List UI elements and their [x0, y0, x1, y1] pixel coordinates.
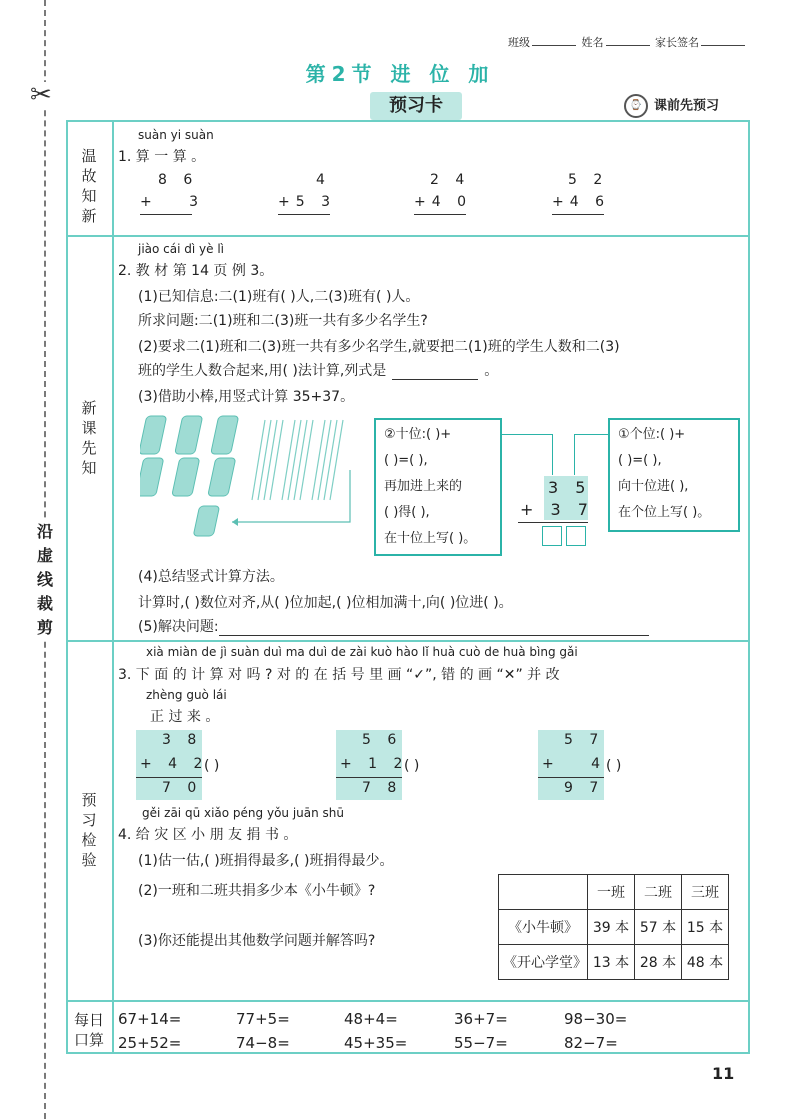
side-column-divider: [112, 120, 114, 1054]
q2-line4-end: 。: [484, 363, 499, 379]
tens-connector: [502, 434, 553, 475]
table-header-cell: [499, 875, 588, 910]
section-title: 第2节 进 位 加: [305, 62, 495, 86]
table-header-row: [499, 875, 729, 910]
q3-p2-bottom: + 1 2: [340, 756, 409, 772]
tens-line-4: ( )得( ),: [384, 505, 430, 520]
section-daily-label: 每日 口算: [73, 1011, 104, 1049]
q3-p3-blank[interactable]: ( ): [606, 758, 622, 774]
daily-2-4[interactable]: 55−7=: [454, 1034, 508, 1052]
vertical-bottom: + 3 7: [520, 500, 594, 519]
parent-blank[interactable]: [701, 45, 745, 46]
q3-pinyin-2: zhèng guò lái: [146, 688, 227, 702]
q3-p3-bottom: + 4: [542, 756, 606, 772]
table-cell: 28 本: [635, 945, 682, 980]
class-blank[interactable]: [532, 45, 576, 46]
table-cell: 《开心学堂》: [499, 945, 588, 980]
class-label: 班级: [508, 36, 530, 49]
table-header-cell: 三班: [682, 875, 729, 910]
tens-line-5: 在十位上写( )。: [384, 531, 477, 546]
q2-line7: 计算时,( )数位对齐,从( )位加起,( )位相加满十,向( )位进( )。: [138, 595, 513, 611]
daily-1-5[interactable]: 98−30=: [564, 1010, 628, 1028]
q1-p4-bar: [552, 214, 604, 215]
q1-p1-bar: [140, 214, 192, 215]
ones-line-2: ( )=( ),: [618, 453, 662, 468]
daily-1-4[interactable]: 36+7=: [454, 1010, 508, 1028]
ones-line-1: ①个位:( )+: [618, 427, 686, 442]
q2-line8-text: (5)解决问题:: [138, 619, 219, 635]
scissors-icon: ✂: [30, 80, 52, 110]
q4-pinyin: gěi zāi qū xiǎo péng yǒu juān shū: [142, 806, 345, 820]
table-cell: 《小牛顿》: [499, 910, 588, 945]
daily-1-3[interactable]: 48+4=: [344, 1010, 398, 1028]
q3-p2-blank[interactable]: ( ): [404, 758, 420, 774]
q1-p2-top: 4: [316, 172, 331, 188]
clock-icon: ⌚: [624, 94, 648, 118]
table-cell: 48 本: [682, 945, 729, 980]
section-newlesson-label: 新 课 先 知: [81, 399, 97, 477]
name-label: 姓名: [581, 36, 604, 49]
q3-p3-bar: [538, 777, 604, 778]
daily-1-2[interactable]: 77+5=: [236, 1010, 290, 1028]
q3-p2-result: 7 8: [362, 780, 403, 796]
preview-badge: [624, 94, 719, 118]
q2-line1: (1)已知信息:二(1)班有( )人,二(3)班有( )人。: [138, 289, 420, 305]
table-cell: 57 本: [635, 910, 682, 945]
tens-explanation-box: [374, 418, 502, 556]
q1-p2-bar: [278, 214, 330, 215]
daily-2-3[interactable]: 45+35=: [344, 1034, 408, 1052]
tens-line-3: 再加进上来的: [384, 479, 463, 494]
vertical-bar: [518, 522, 588, 523]
q3-p3-top: 5 7: [564, 732, 605, 748]
q1-text: 1. 算 一 算 。: [118, 149, 206, 165]
page-number: 11: [712, 1064, 735, 1083]
q1-pinyin: suàn yi suàn: [138, 128, 214, 142]
table-row: [499, 945, 729, 980]
divider-3: [66, 1000, 750, 1002]
daily-2-2[interactable]: 74−8=: [236, 1034, 290, 1052]
q2-line6: (4)总结竖式计算方法。: [138, 569, 284, 585]
cut-label: 沿虚线裁剪: [34, 520, 56, 640]
q4-line1: (1)估一估,( )班捐得最多,( )班捐得最少。: [138, 853, 394, 869]
q3-text-2: 正 过 来 。: [150, 709, 220, 725]
table-cell: 13 本: [588, 945, 635, 980]
q3-p1-bottom: + 4 2: [140, 756, 209, 772]
q3-p1-result: 7 0: [162, 780, 203, 796]
preview-label: 课前先预习: [654, 98, 720, 114]
daily-2-5[interactable]: 82−7=: [564, 1034, 618, 1052]
ones-line-3: 向十位进( ),: [618, 479, 689, 494]
table-header-cell: 二班: [635, 875, 682, 910]
sticks-svg: [140, 410, 360, 540]
q2-line4-text: 班的学生人数合起来,用( )法计算,列式是: [138, 363, 387, 379]
q1-p1-bottom: + 3: [140, 194, 204, 210]
parent-label: 家长签名: [655, 36, 699, 49]
q3-p1-blank[interactable]: ( ): [204, 758, 220, 774]
solve-blank[interactable]: [219, 619, 649, 636]
q3-p2-bar: [336, 777, 402, 778]
student-info: [508, 34, 747, 50]
q1-p4-top: 5 2: [568, 172, 609, 188]
q2-line3: (2)要求二(1)班和二(3)班一共有多少名学生,就要把二(1)班的学生人数和二(3): [138, 339, 620, 355]
q1-p3-top: 2 4: [430, 172, 471, 188]
q2-line8: [138, 616, 649, 636]
q2-text: 2. 教 材 第 14 页 例 3。: [118, 263, 274, 279]
q2-line4: [138, 360, 498, 380]
q2-line2: 所求问题:二(1)班和二(3)班一共有多少名学生?: [138, 313, 428, 329]
q2-line5: (3)借助小棒,用竖式计算 35+37。: [138, 389, 355, 405]
q4-line3: (3)你还能提出其他数学问题并解答吗?: [138, 933, 376, 949]
donation-table-wrap: [498, 874, 729, 980]
divider-2: [66, 640, 750, 642]
q3-p1-bar: [136, 777, 202, 778]
q1-p3-bar: [414, 214, 466, 215]
q4-text: 4. 给 灾 区 小 朋 友 捐 书 。: [118, 827, 298, 843]
ones-line-4: 在个位上写( )。: [618, 505, 711, 520]
q1-p3-bottom: +4 0: [414, 194, 472, 210]
table-row: [499, 910, 729, 945]
sticks-illustration: [140, 410, 360, 540]
tens-line-2: ( )=( ),: [384, 453, 428, 468]
divider-1: [66, 235, 750, 237]
q4-line2: (2)一班和二班共捐多少本《小牛顿》?: [138, 883, 376, 899]
daily-1-1[interactable]: 67+14=: [118, 1010, 182, 1028]
section-review-label: 温 故 知 新: [81, 147, 97, 225]
answer-ones-box[interactable]: [566, 526, 586, 546]
ones-explanation-box: [608, 418, 740, 532]
tens-line-1: ②十位:( )+: [384, 427, 452, 442]
q3-p3-result: 9 7: [564, 780, 605, 796]
card-title: 预习卡: [370, 92, 462, 120]
q3-p2-top: 5 6: [362, 732, 403, 748]
q1-p2-bottom: +5 3: [278, 194, 336, 210]
q1-p4-bottom: +4 6: [552, 194, 610, 210]
ones-connector: [574, 434, 609, 475]
vertical-top: 3 5: [548, 478, 592, 497]
formula-blank[interactable]: [392, 363, 478, 380]
table-cell: 15 本: [682, 910, 729, 945]
q3-pinyin-1: xià miàn de jì suàn duì ma duì de zài kuò hào lǐ huà cuò de huà bìng gǎi: [146, 645, 578, 659]
q3-p1-top: 3 8: [162, 732, 203, 748]
table-cell: 39 本: [588, 910, 635, 945]
q1-p1-top: 8 6: [158, 172, 199, 188]
answer-tens-box[interactable]: [542, 526, 562, 546]
q3-text-1: 3. 下 面 的 计 算 对 吗 ? 对 的 在 括 号 里 画 “✓”, 错 的 画 “✕” 并 改: [118, 667, 560, 683]
daily-2-1[interactable]: 25+52=: [118, 1034, 182, 1052]
section-check-label: 预 习 检 验: [81, 791, 97, 869]
table-header-cell: 一班: [588, 875, 635, 910]
donation-table: [498, 874, 729, 980]
name-blank[interactable]: [606, 45, 650, 46]
q2-pinyin: jiào cái dì yè lì: [138, 242, 225, 256]
